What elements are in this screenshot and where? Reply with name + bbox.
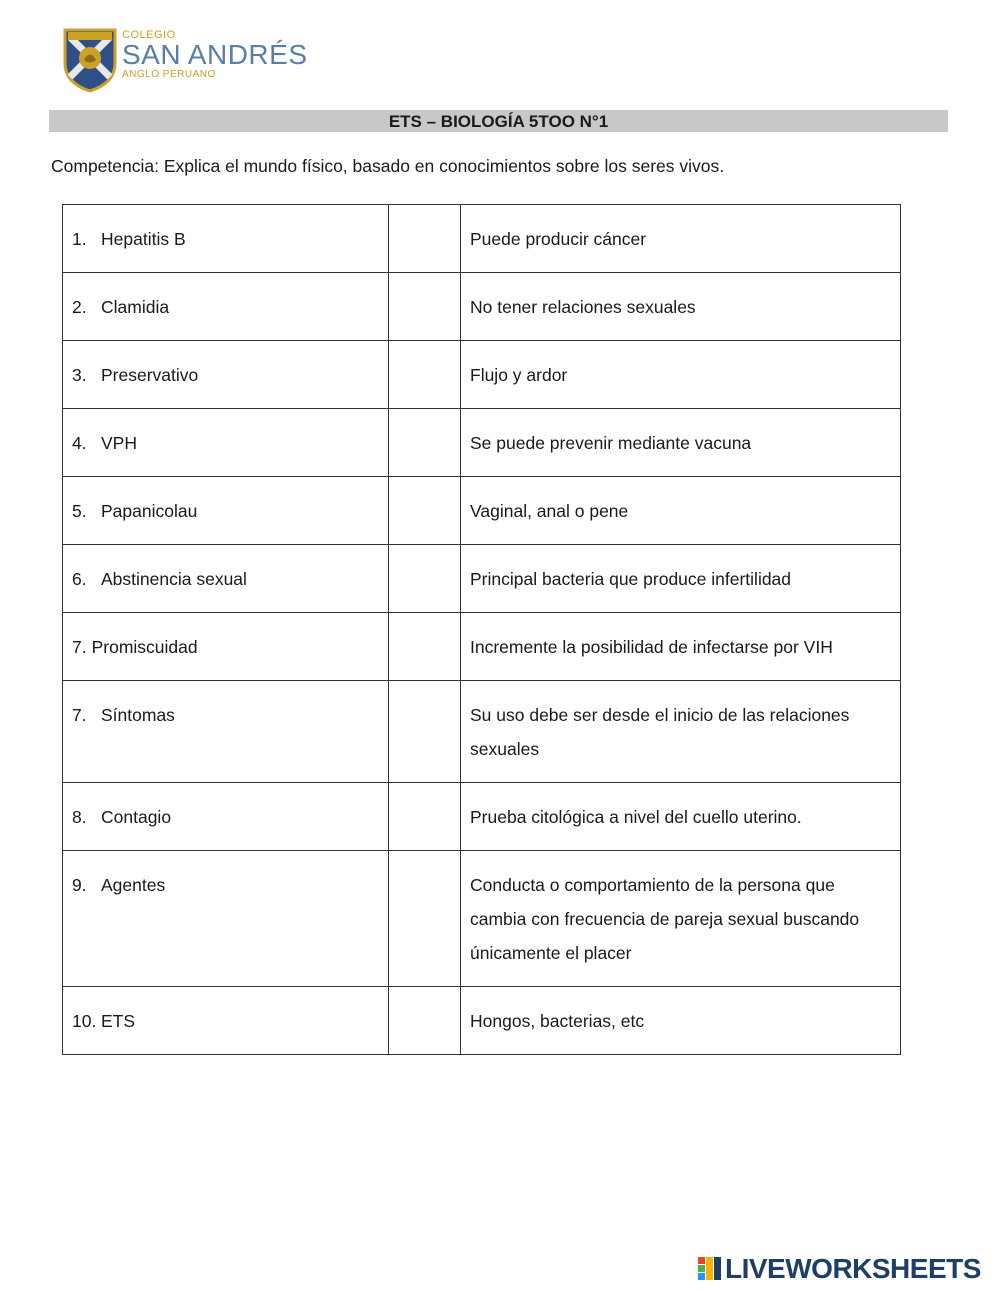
logo-line-colegio: COLEGIO: [122, 29, 176, 41]
definition-text: No tener relaciones sexuales: [470, 297, 696, 317]
definition-cell: [461, 409, 901, 477]
term-cell: [63, 545, 389, 613]
term-label: VPH: [101, 433, 137, 453]
term-number: 7.: [72, 705, 87, 725]
definition-cell: [461, 205, 901, 273]
definition-cell: [461, 545, 901, 613]
definition-cell: [461, 341, 901, 409]
table-row: [63, 409, 901, 477]
term-cell: [63, 681, 389, 783]
answer-input-cell[interactable]: [389, 783, 461, 851]
table-row: [63, 205, 901, 273]
answer-input-cell[interactable]: [389, 205, 461, 273]
table-row: [63, 613, 901, 681]
answer-input-cell[interactable]: [389, 409, 461, 477]
definition-cell: [461, 477, 901, 545]
definition-text: Vaginal, anal o pene: [470, 501, 629, 521]
definition-text: Puede producir cáncer: [470, 229, 647, 249]
answer-input-cell[interactable]: [389, 545, 461, 613]
definition-cell: [461, 783, 901, 851]
school-crest-icon: [62, 27, 118, 93]
term-number: 2.: [72, 297, 87, 317]
term-cell: [63, 409, 389, 477]
definition-cell: [461, 681, 901, 783]
table-row: [63, 783, 901, 851]
term-label: Preservativo: [101, 365, 199, 385]
term-cell: [63, 477, 389, 545]
table-row: [63, 681, 901, 783]
term-number: 10.: [72, 1011, 97, 1031]
definition-cell: [461, 613, 901, 681]
term-number: 3.: [72, 365, 87, 385]
term-number: 7.: [72, 637, 87, 657]
term-cell: [63, 987, 389, 1055]
table-row: [63, 545, 901, 613]
term-number: 5.: [72, 501, 87, 521]
answer-input-cell[interactable]: [389, 851, 461, 987]
definition-cell: [461, 987, 901, 1055]
definition-cell: [461, 851, 901, 987]
competencia-text: Competencia: Explica el mundo físico, basado en conocimientos sobre los seres vivos.: [51, 156, 725, 176]
definition-text: Hongos, bacterias, etc: [470, 1011, 645, 1031]
term-label: Papanicolau: [101, 501, 198, 521]
term-label: Promiscuidad: [91, 637, 198, 657]
logo-line-subtitle: ANGLO PERUANO: [122, 69, 216, 80]
term-cell: [63, 341, 389, 409]
definition-text: Su uso debe ser desde el inicio de las relaciones sexuales: [470, 705, 850, 759]
definition-text: Incremente la posibilidad de infectarse por VIH: [470, 637, 833, 657]
term-label: Contagio: [101, 807, 172, 827]
term-label: Síntomas: [101, 705, 175, 725]
school-logo: [62, 27, 322, 97]
term-cell: [63, 205, 389, 273]
definition-text: Flujo y ardor: [470, 365, 568, 385]
answer-input-cell[interactable]: [389, 341, 461, 409]
term-label: ETS: [101, 1011, 136, 1031]
answer-input-cell[interactable]: [389, 681, 461, 783]
table-row: [63, 851, 901, 987]
definition-text: Principal bacteria que produce infertilidad: [470, 569, 792, 589]
worksheet-title: ETS – BIOLOGÍA 5TOO N°1: [49, 110, 948, 132]
answer-input-cell[interactable]: [389, 987, 461, 1055]
definition-cell: [461, 273, 901, 341]
term-label: Agentes: [101, 875, 166, 895]
answer-input-cell[interactable]: [389, 613, 461, 681]
table-row: [63, 273, 901, 341]
term-number: 1.: [72, 229, 87, 249]
table-row: [63, 341, 901, 409]
term-number: 8.: [72, 807, 87, 827]
definition-text: Prueba citológica a nivel del cuello uterino.: [470, 807, 802, 827]
term-number: 9.: [72, 875, 87, 895]
definition-text: Se puede prevenir mediante vacuna: [470, 433, 752, 453]
term-cell: [63, 613, 389, 681]
logo-line-name: SAN ANDRÉS: [122, 39, 308, 70]
table-row: [63, 477, 901, 545]
term-label: Abstinencia sexual: [101, 569, 247, 589]
definition-text: Conducta o comportamiento de la persona que cambia con frecuencia de pareja sexual buscando únicamente el placer: [470, 875, 860, 963]
answer-input-cell[interactable]: [389, 273, 461, 341]
term-cell: [63, 273, 389, 341]
term-label: Hepatitis B: [101, 229, 186, 249]
footer-brand-text: LIVEWORKSHEETS: [725, 1253, 981, 1284]
term-cell: [63, 851, 389, 987]
liveworksheets-icon: [698, 1257, 722, 1281]
term-number: 6.: [72, 569, 87, 589]
term-label: Clamidia: [101, 297, 170, 317]
answer-input-cell[interactable]: [389, 477, 461, 545]
term-cell: [63, 783, 389, 851]
table-row: [63, 987, 901, 1055]
term-number: 4.: [72, 433, 87, 453]
matching-table: [62, 204, 901, 1055]
